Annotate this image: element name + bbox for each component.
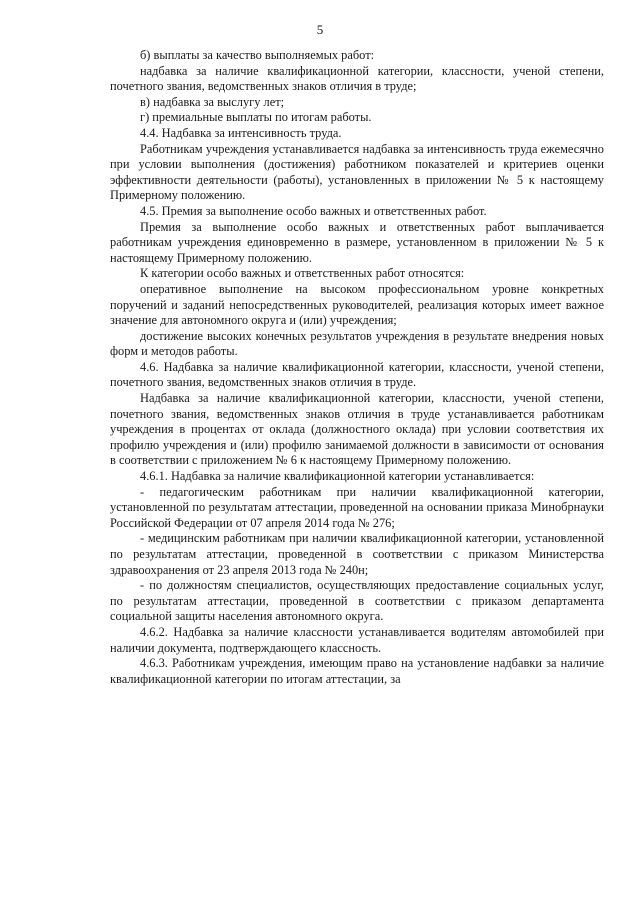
paragraph: Надбавка за наличие квалификационной категории, классности, ученой степени, почетного звания, ведомственных знаков отличия в труде устанавливается работникам учреждения в процентах от оклада (должностного оклада) при условии соответствия их профилю учреждения и (или) профилю занимаемой должности в зависимости от основания в соответствии с приложением № 6 к настоящему Примерному положению. <box>110 391 604 468</box>
document-body <box>110 48 604 687</box>
page-number: 5 <box>316 22 324 37</box>
list-item: - педагогическим работникам при наличии квалификационной категории, установленной по результатам аттестации, проведенной на основании приказа Минобрнауки Российской Федерации от 07 апреля 2014 года № 276; <box>110 484 604 530</box>
paragraph: г) премиальные выплаты по итогам работы. <box>140 110 372 125</box>
subsection-paragraph: 4.6.2. Надбавка за наличие классности устанавливается водителям автомобилей при наличии документа, подтверждающего классность. <box>110 624 604 655</box>
section-heading: 4.5. Премия за выполнение особо важных и ответственных работ. <box>140 203 487 218</box>
list-item: оперативное выполнение на высоком профессиональном уровне конкретных поручений и заданий непосредственных руководителей, реализация которых имеет важное значение для автономного округа и (или) учреждения; <box>110 281 604 328</box>
paragraph: Работникам учреждения устанавливается надбавка за интенсивность труда ежемесячно при условии выполнения (достижения) работником показателей и критериев оценки эффективности деятельности (работы), установленных в приложении № 5 к настоящему Примерному положению. <box>110 141 604 203</box>
section-heading: 4.6. Надбавка за наличие квалификационной категории, классности, ученой степени, почетного звания, ведомственных знаков отличия в труде. <box>110 359 604 390</box>
list-item: достижение высоких конечных результатов учреждения в результате внедрения новых форм и методов работы. <box>110 328 604 359</box>
paragraph: Премия за выполнение особо важных и ответственных работ выплачивается работникам учреждения единовременно в размере, установленном в приложении № 5 к настоящему Примерному положению. <box>110 219 604 265</box>
paragraph: К категории особо важных и ответственных работ относятся: <box>140 266 465 281</box>
section-heading: 4.4. Надбавка за интенсивность труда. <box>140 125 342 140</box>
subsection-heading: 4.6.1. Надбавка за наличие квалификационной категории устанавливается: <box>140 469 535 484</box>
paragraph: в) надбавка за выслугу лет; <box>140 94 285 109</box>
paragraph: надбавка за наличие квалификационной категории, классности, ученой степени, почетного звания, ведомственных знаков отличия в труде; <box>110 63 604 94</box>
paragraph: б) выплаты за качество выполняемых работ: <box>140 48 375 62</box>
list-item: - медицинским работникам при наличии квалификационной категории, установленной по результатам аттестации, проведенной в соответствии с приказом Министерства здравоохранения от 23 апреля 2013 года № 240н; <box>110 531 604 577</box>
subsection-paragraph: 4.6.3. Работникам учреждения, имеющим право на установление надбавки за наличие квалификационной категории по итогам аттестации, за <box>110 656 604 686</box>
list-item: - по должностям специалистов, осуществляющих предоставление социальных услуг, по результатам аттестации, проведенной в соответствии с приказом департамента социальной защиты населения автономного округа. <box>110 578 604 624</box>
